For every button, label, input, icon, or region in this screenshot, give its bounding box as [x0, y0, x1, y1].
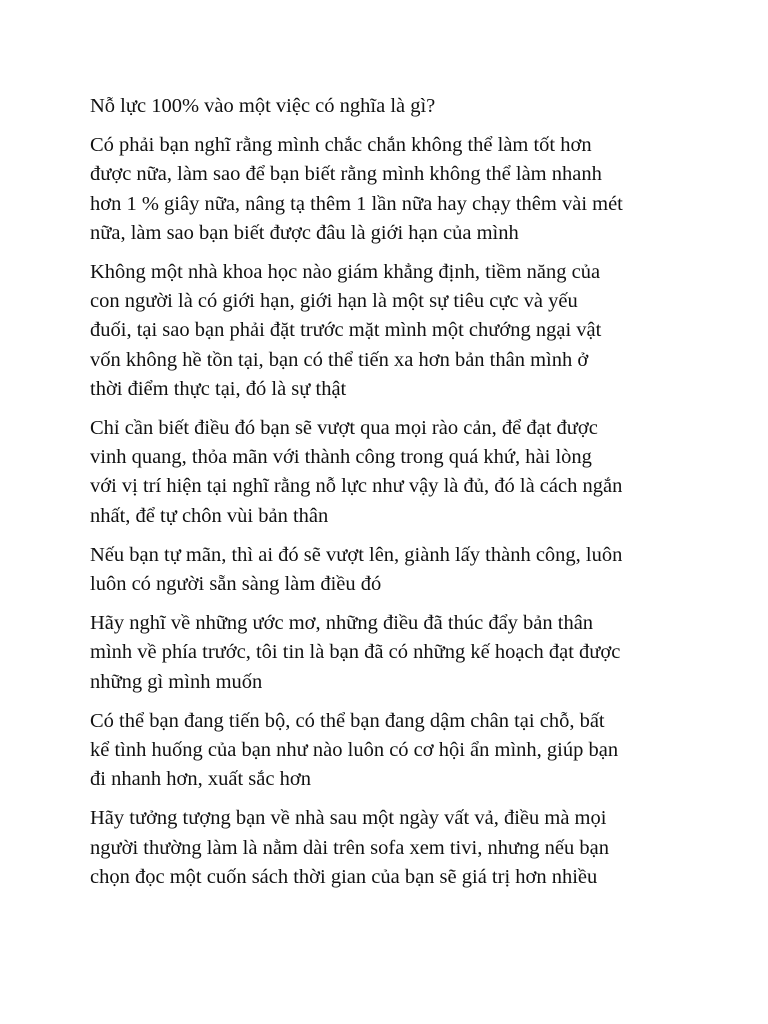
- paragraph-1: [90, 92, 710, 121]
- text-line: Chỉ cần biết điều đó bạn sẽ vượt qua mọi rào cản, để đạt được: [90, 417, 598, 440]
- text-line: với vị trí hiện tại nghĩ rằng nỗ lực như vậy là đủ, đó là cách ngắn: [90, 475, 623, 498]
- text-line: Không một nhà khoa học nào giám khẳng định, tiềm năng của: [90, 261, 601, 284]
- text-line: những gì mình muốn: [90, 670, 263, 693]
- paragraph-5: [90, 541, 710, 599]
- text-line: chọn đọc một cuốn sách thời gian của bạn sẽ giá trị hơn nhiều: [90, 865, 598, 888]
- text-line: Có thể bạn đang tiến bộ, có thể bạn đang dậm chân tại chỗ, bất: [90, 709, 605, 732]
- text-line: đuối, tại sao bạn phải đặt trước mặt mình một chướng ngại vật: [90, 319, 602, 342]
- text-line: Hãy tưởng tượng bạn về nhà sau một ngày vất vả, điều mà mọi: [90, 807, 607, 830]
- text-line: Nỗ lực 100% vào một việc có nghĩa là gì?: [90, 95, 436, 117]
- text-line: nữa, làm sao bạn biết được đâu là giới hạn của mình: [90, 221, 519, 244]
- text-line: vốn không hề tồn tại, bạn có thể tiến xa hơn bản thân mình ở: [90, 348, 589, 371]
- text-line: Hãy nghĩ về những ước mơ, những điều đã thúc đẩy bản thân: [90, 612, 594, 635]
- text-line: vinh quang, thỏa mãn với thành công trong quá khứ, hài lòng: [90, 446, 592, 469]
- text-line: được nữa, làm sao để bạn biết rằng mình không thể làm nhanh: [90, 163, 602, 186]
- text-line: người thường làm là nằm dài trên sofa xem tivi, nhưng nếu bạn: [90, 836, 610, 859]
- paragraph-7: [90, 707, 710, 795]
- text-line: đi nhanh hơn, xuất sắc hơn: [90, 768, 311, 791]
- text-line: nhất, để tự chôn vùi bản thân: [90, 504, 329, 527]
- text-line: luôn có người sẵn sàng làm điều đó: [90, 573, 382, 596]
- paragraph-6: [90, 609, 710, 697]
- paragraph-4: [90, 414, 710, 531]
- paragraph-2: [90, 131, 710, 248]
- text-line: kể tình huống của bạn như nào luôn có cơ hội ẩn mình, giúp bạn: [90, 739, 619, 762]
- paragraph-8: [90, 804, 710, 892]
- text-line: hơn 1 % giây nữa, nâng tạ thêm 1 lần nữa hay chạy thêm vài mét: [90, 192, 623, 215]
- text-line: thời điểm thực tại, đó là sự thật: [90, 377, 347, 400]
- document-body: [90, 92, 710, 902]
- paragraph-3: [90, 258, 710, 404]
- text-line: Có phải bạn nghĩ rằng mình chắc chắn không thể làm tốt hơn: [90, 134, 592, 157]
- text-line: con người là có giới hạn, giới hạn là một sự tiêu cực và yếu: [90, 290, 578, 313]
- text-line: mình về phía trước, tôi tin là bạn đã có những kế hoạch đạt được: [90, 641, 621, 664]
- text-line: Nếu bạn tự mãn, thì ai đó sẽ vượt lên, giành lấy thành công, luôn: [90, 543, 623, 566]
